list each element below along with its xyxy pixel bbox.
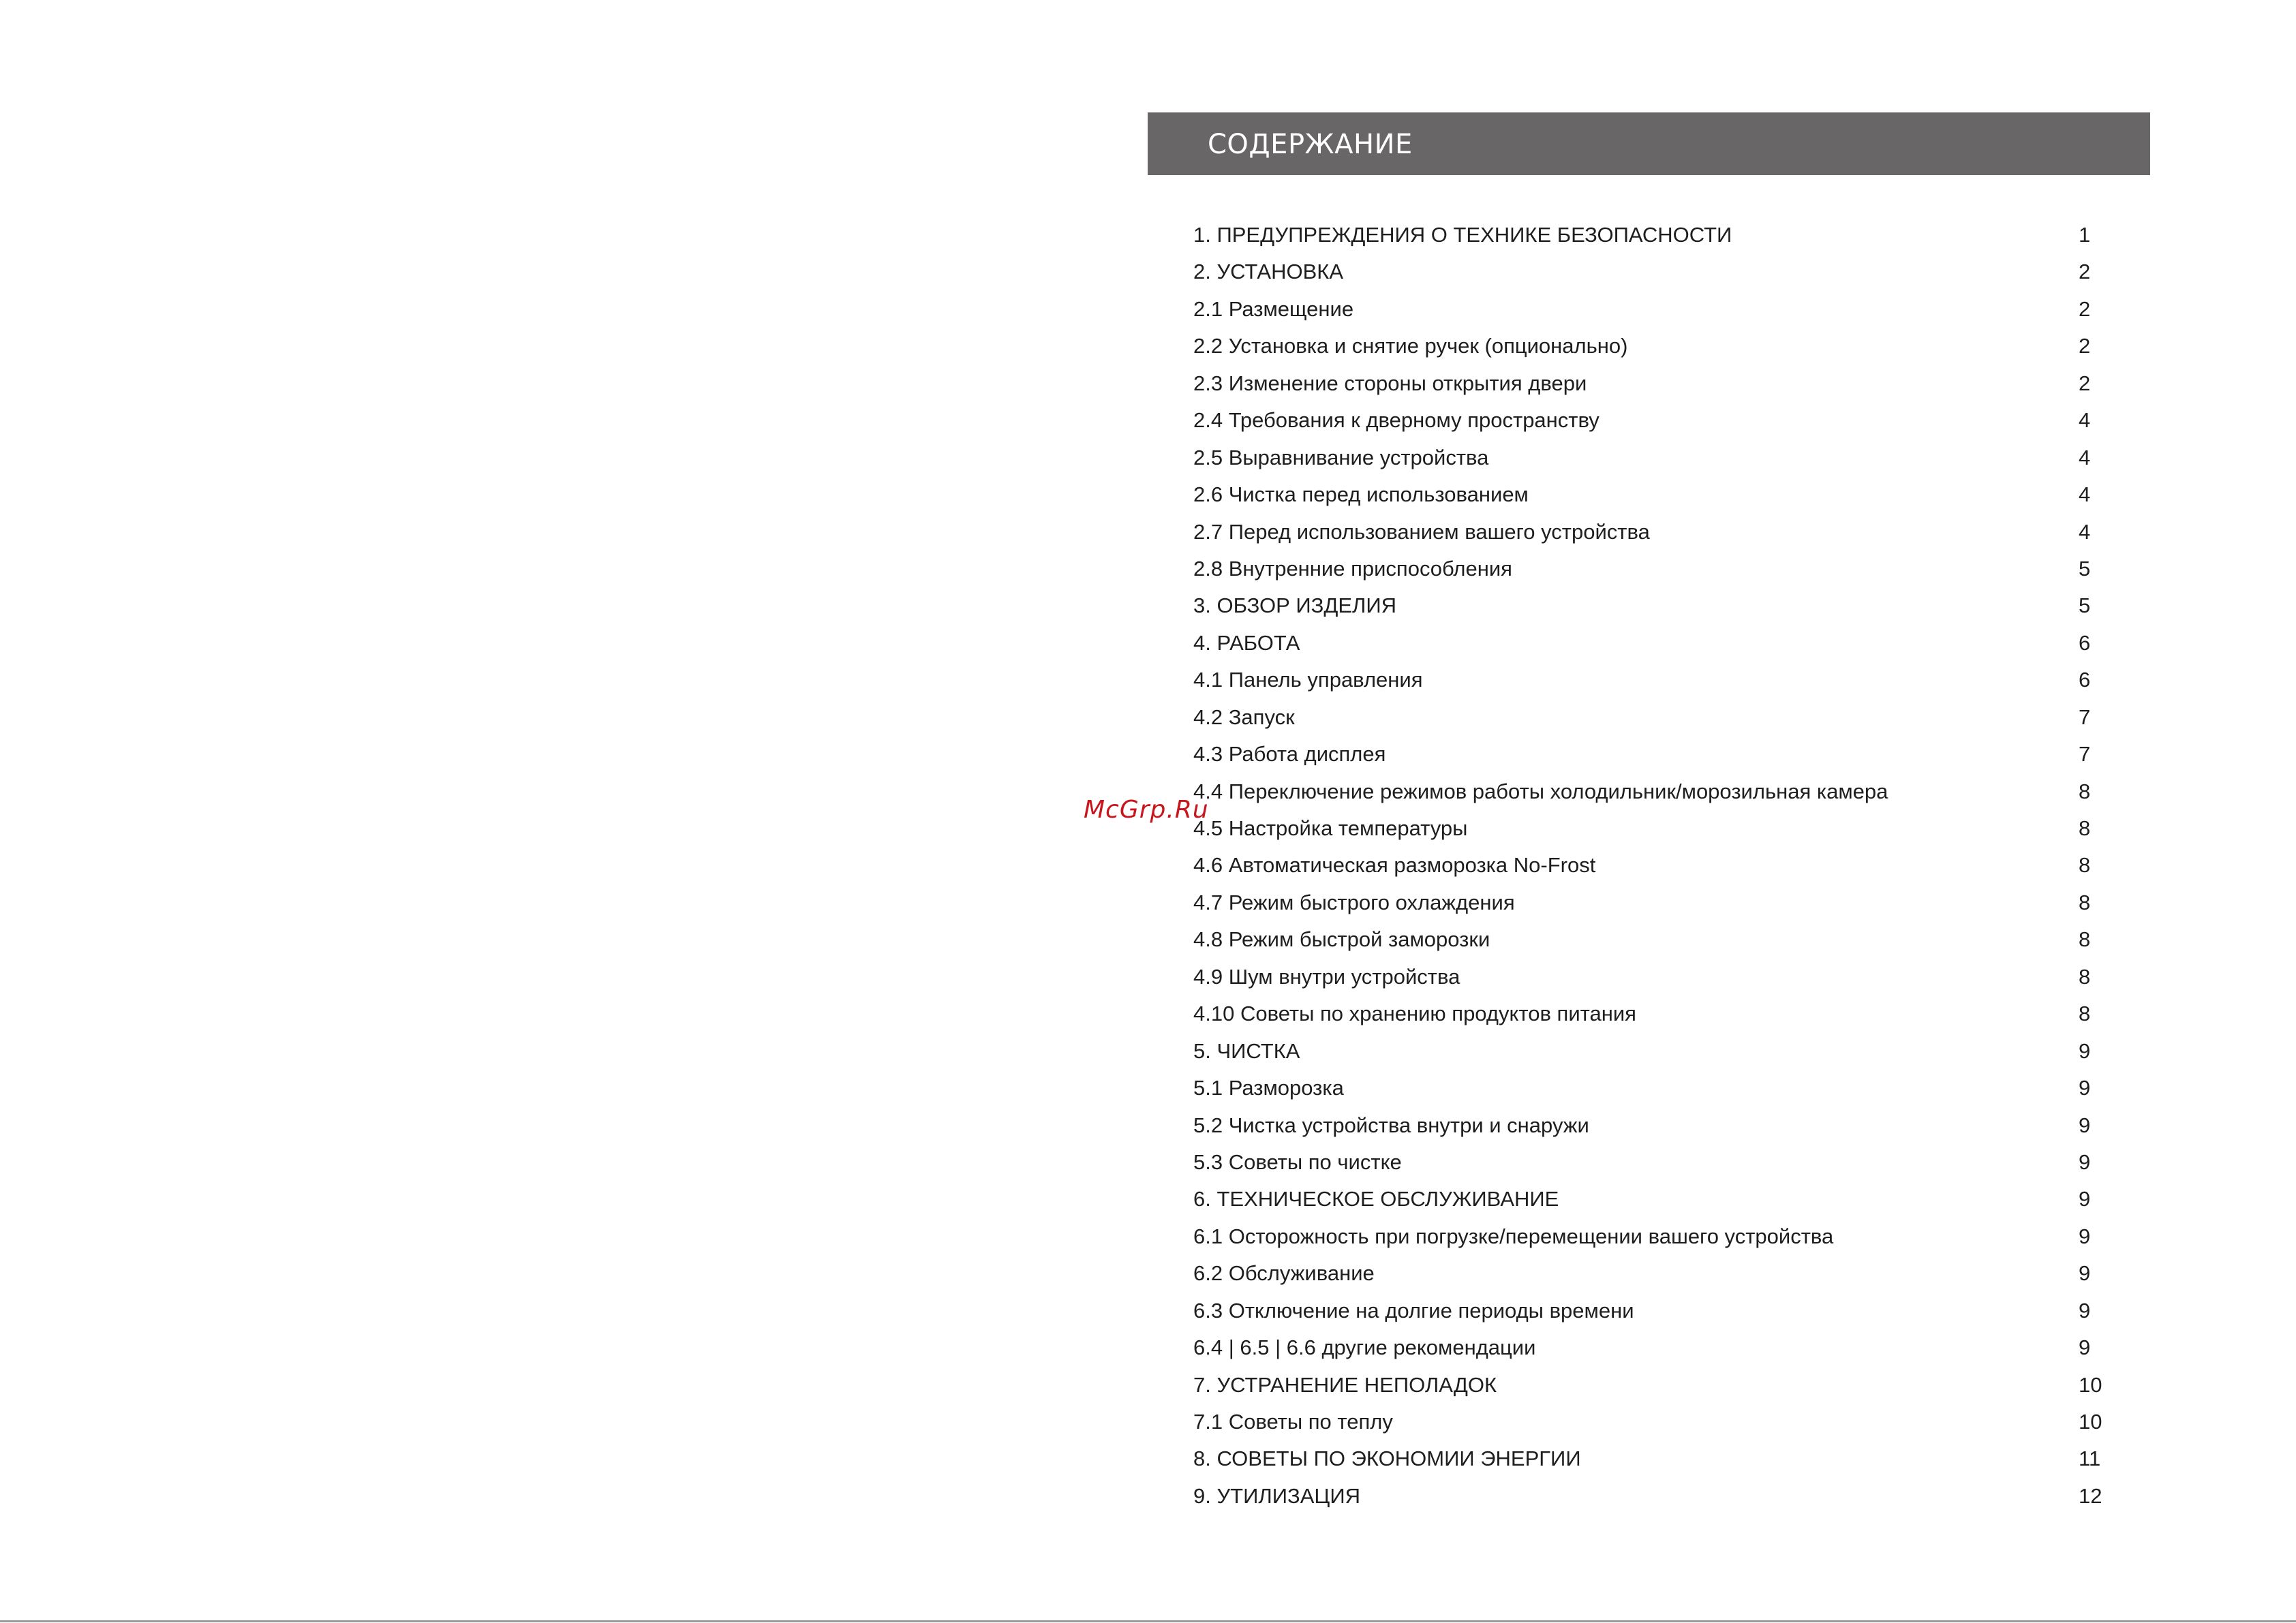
toc-entry-page-number: 9	[2079, 1187, 2091, 1211]
toc-entry-title: 2.3 Изменение стороны открытия двери	[1193, 371, 1587, 395]
toc-entry-page-number: 2	[2079, 334, 2091, 358]
toc-entry-title: 6. ТЕХНИЧЕСКОЕ ОБСЛУЖИВАНИЕ	[1193, 1187, 1559, 1211]
toc-entry[interactable]	[1193, 662, 2107, 698]
toc-entry-title: 4.10 Советы по хранению продуктов питания	[1193, 1002, 1636, 1026]
toc-entry-page-number: 9	[2079, 1261, 2091, 1286]
toc-entry-title: 7.1 Советы по теплу	[1193, 1410, 1393, 1434]
toc-entry[interactable]	[1193, 1144, 2107, 1181]
toc-entry[interactable]	[1193, 365, 2107, 402]
toc-entry-page-number: 9	[2079, 1038, 2091, 1063]
toc-entry-title: 6.1 Осторожность при погрузке/перемещении вашего устройства	[1193, 1224, 1834, 1248]
toc-entry[interactable]	[1193, 736, 2107, 773]
toc-entry[interactable]	[1193, 1033, 2107, 1070]
toc-entry-title: 8. СОВЕТЫ ПО ЭКОНОМИИ ЭНЕРГИИ	[1193, 1447, 1581, 1471]
toc-entry[interactable]	[1193, 1218, 2107, 1255]
toc-entry-page-number: 5	[2079, 556, 2091, 581]
toc-entry-page-number: 9	[2079, 1113, 2091, 1137]
toc-entry-page-number: 8	[2079, 853, 2091, 878]
toc-entry[interactable]	[1193, 551, 2107, 587]
toc-entry[interactable]	[1193, 291, 2107, 328]
contents-header-bar	[1148, 112, 2150, 175]
toc-entry-title: 2.6 Чистка перед использованием	[1193, 482, 1529, 507]
toc-entry-title: 4.4 Переключение режимов работы холодильник/морозильная камера	[1193, 779, 1888, 803]
toc-entry[interactable]	[1193, 1329, 2107, 1366]
toc-entry-title: 4.3 Работа дисплея	[1193, 742, 1386, 767]
toc-entry[interactable]	[1193, 884, 2107, 921]
toc-entry-page-number: 1	[2079, 223, 2091, 247]
toc-entry[interactable]	[1193, 1440, 2107, 1477]
toc-entry-page-number: 8	[2079, 1002, 2091, 1026]
toc-entry-page-number: 11	[2079, 1447, 2101, 1471]
toc-entry-page-number: 8	[2079, 890, 2091, 914]
toc-entry-title: 2.2 Установка и снятие ручек (опционально)	[1193, 334, 1628, 358]
toc-entry-title: 5.2 Чистка устройства внутри и снаружи	[1193, 1113, 1589, 1137]
toc-entry[interactable]	[1193, 1478, 2107, 1515]
toc-entry-title: 6.2 Обслуживание	[1193, 1261, 1375, 1286]
toc-entry-page-number: 6	[2079, 630, 2091, 655]
toc-entry[interactable]	[1193, 328, 2107, 365]
toc-entry-title: 4.5 Настройка температуры	[1193, 816, 1468, 840]
toc-entry-title: 2.1 Размещение	[1193, 296, 1354, 321]
page-bottom-divider	[0, 1620, 2296, 1622]
toc-entry[interactable]	[1193, 1070, 2107, 1107]
toc-entry-title: 5.3 Советы по чистке	[1193, 1149, 1402, 1174]
toc-entry-title: 4. РАБОТА	[1193, 630, 1300, 655]
toc-entry-page-number: 5	[2079, 593, 2091, 618]
toc-entry-title: 2.7 Перед использованием вашего устройства	[1193, 519, 1650, 544]
toc-entry-page-number: 9	[2079, 1224, 2091, 1248]
toc-entry[interactable]	[1193, 439, 2107, 476]
toc-entry-page-number: 4	[2079, 408, 2091, 433]
toc-entry[interactable]	[1193, 1181, 2107, 1218]
toc-entry-page-number: 9	[2079, 1298, 2091, 1323]
toc-entry[interactable]	[1193, 699, 2107, 736]
toc-entry-page-number: 4	[2079, 519, 2091, 544]
toc-entry-title: 6.4 | 6.5 | 6.6 другие рекомендации	[1193, 1335, 1536, 1360]
toc-entry-title: 5.1 Разморозка	[1193, 1076, 1344, 1100]
toc-entry-title: 2.5 Выравнивание устройства	[1193, 445, 1489, 469]
toc-entry[interactable]	[1193, 587, 2107, 624]
toc-entry-page-number: 2	[2079, 371, 2091, 395]
toc-entry[interactable]	[1193, 921, 2107, 958]
toc-entry-page-number: 7	[2079, 742, 2091, 767]
toc-entry-title: 2.8 Внутренние приспособления	[1193, 556, 1512, 581]
toc-entry-title: 9. УТИЛИЗАЦИЯ	[1193, 1483, 1361, 1508]
toc-entry[interactable]	[1193, 253, 2107, 290]
toc-entry-title: 7. УСТРАНЕНИЕ НЕПОЛАДОК	[1193, 1372, 1497, 1397]
toc-entry[interactable]	[1193, 847, 2107, 884]
toc-entry-page-number: 12	[2079, 1483, 2102, 1508]
toc-entry-page-number: 10	[2079, 1372, 2102, 1397]
toc-entry-title: 6.3 Отключение на долгие периоды времени	[1193, 1298, 1634, 1323]
table-of-contents	[1193, 217, 2107, 1515]
contents-title: СОДЕРЖАНИЕ	[1208, 129, 1413, 160]
toc-entry[interactable]	[1193, 402, 2107, 439]
toc-entry-page-number: 9	[2079, 1335, 2091, 1360]
toc-entry-page-number: 8	[2079, 779, 2091, 803]
toc-entry-page-number: 8	[2079, 927, 2091, 952]
toc-entry[interactable]	[1193, 959, 2107, 995]
toc-entry-title: 4.9 Шум внутри устройства	[1193, 964, 1460, 989]
toc-entry-title: 2.4 Требования к дверному пространству	[1193, 408, 1599, 433]
toc-entry[interactable]	[1193, 1293, 2107, 1329]
toc-entry-title: 3. ОБЗОР ИЗДЕЛИЯ	[1193, 593, 1397, 618]
toc-entry[interactable]	[1193, 1367, 2107, 1404]
toc-entry[interactable]	[1193, 625, 2107, 662]
toc-entry-page-number: 4	[2079, 482, 2091, 507]
toc-entry[interactable]	[1193, 1255, 2107, 1292]
toc-entry-page-number: 4	[2079, 445, 2091, 469]
toc-entry-title: 5. ЧИСТКА	[1193, 1038, 1300, 1063]
toc-entry-page-number: 2	[2079, 296, 2091, 321]
toc-entry[interactable]	[1193, 514, 2107, 551]
toc-entry-title: 4.8 Режим быстрой заморозки	[1193, 927, 1490, 952]
toc-entry[interactable]	[1193, 1107, 2107, 1144]
toc-entry[interactable]	[1193, 1404, 2107, 1440]
toc-entry-title: 1. ПРЕДУПРЕЖДЕНИЯ О ТЕХНИКЕ БЕЗОПАСНОСТИ	[1193, 223, 1732, 247]
toc-entry-title: 4.7 Режим быстрого охлаждения	[1193, 890, 1515, 914]
toc-entry-title: 4.2 Запуск	[1193, 705, 1295, 729]
toc-entry-page-number: 9	[2079, 1076, 2091, 1100]
toc-entry-page-number: 6	[2079, 668, 2091, 692]
toc-entry-title: 4.1 Панель управления	[1193, 668, 1423, 692]
toc-entry-page-number: 8	[2079, 816, 2091, 840]
toc-entry-page-number: 7	[2079, 705, 2091, 729]
toc-entry-page-number: 9	[2079, 1149, 2091, 1174]
toc-entry-title: 2. УСТАНОВКА	[1193, 260, 1344, 284]
watermark-logo: McGrp.Ru	[1084, 796, 1209, 824]
toc-entry-page-number: 2	[2079, 260, 2091, 284]
toc-entry-page-number: 8	[2079, 964, 2091, 989]
toc-entry-page-number: 10	[2079, 1410, 2102, 1434]
toc-entry[interactable]	[1193, 995, 2107, 1032]
toc-entry[interactable]	[1193, 217, 2107, 253]
toc-entry[interactable]	[1193, 810, 2107, 847]
toc-entry[interactable]	[1193, 773, 2107, 810]
toc-entry[interactable]	[1193, 476, 2107, 513]
toc-entry-title: 4.6 Автоматическая разморозка No-Frost	[1193, 853, 1596, 878]
